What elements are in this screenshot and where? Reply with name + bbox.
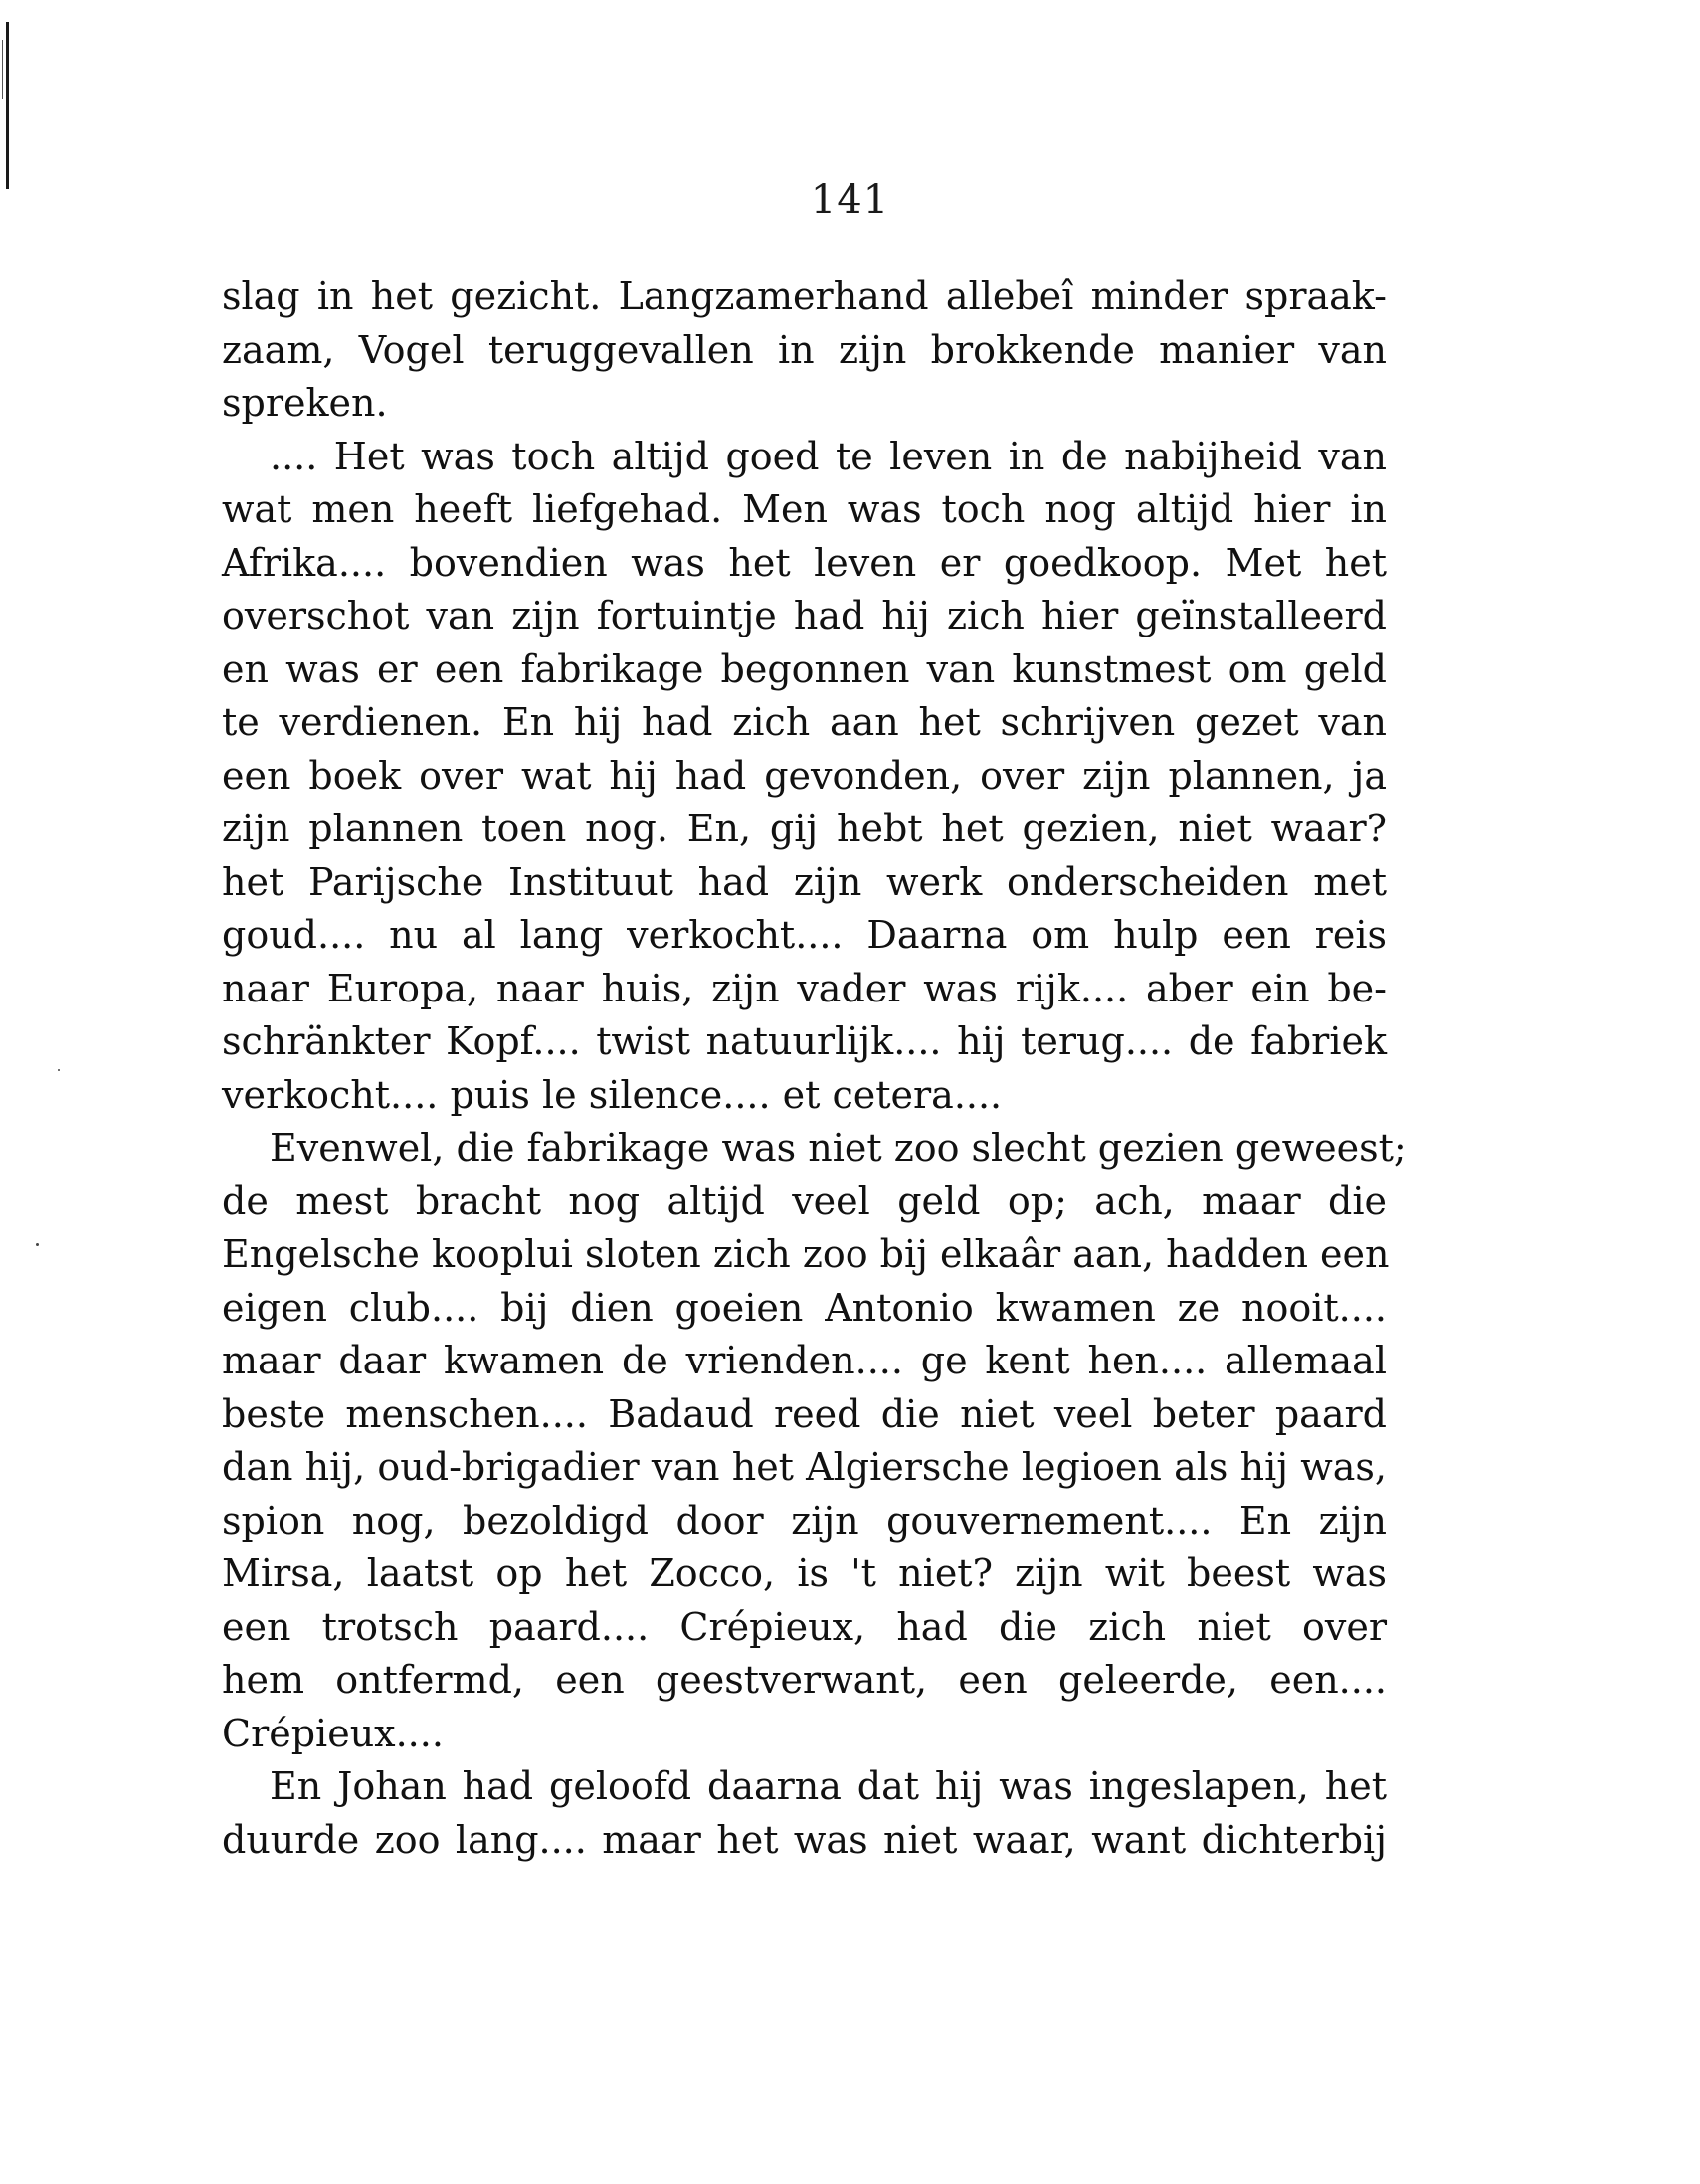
text-line: spion nog, bezoldigd door zijn gouvernement.... En zijn: [222, 1498, 1387, 1543]
body-text: [222, 271, 1407, 1867]
text-line: verkocht.... puis le silence.... et cetera....: [222, 1072, 1003, 1117]
text-line: een trotsch paard.... Crépieux, had die zich niet over: [222, 1604, 1387, 1649]
scan-speck: [36, 1243, 39, 1246]
text-line: naar Europa, naar huis, zijn vader was rijk.... aber ein be-: [222, 966, 1387, 1010]
text-line: en was er een fabrikage begonnen van kunstmest om geld: [222, 646, 1387, 691]
paragraph: [222, 271, 1387, 431]
scan-edge-mark-thin: [2, 40, 3, 99]
text-line: wat men heeft liefgehad. Men was toch nog altijd hier in: [222, 487, 1387, 531]
text-line: een boek over wat hij had gevonden, over zijn plannen, ja: [222, 753, 1387, 798]
page-number: 141: [810, 177, 890, 223]
text-line: Afrika.... bovendien was het leven er goedkoop. Met het: [222, 540, 1387, 585]
text-line: zijn plannen toen nog. En, gij hebt het gezien, niet waar?: [222, 807, 1387, 850]
text-line: .... Het was toch altijd goed te leven in de nabijheid van: [270, 434, 1387, 478]
text-line: Evenwel, die fabrikage was niet zoo slecht gezien geweest;: [270, 1126, 1407, 1170]
text-line: Crépieux....: [222, 1711, 444, 1755]
text-line: Mirsa, laatst op het Zocco, is 't niet? zijn wit beest was: [222, 1551, 1387, 1595]
text-line: En Johan had geloofd daarna dat hij was ingeslapen, het: [270, 1764, 1387, 1808]
text-line: overschot van zijn fortuintje had hij zich hier geïnstalleerd: [222, 594, 1387, 637]
paragraph: [222, 1760, 1387, 1867]
text-line: slag in het gezicht. Langzamerhand allebeî minder spraak-: [222, 274, 1387, 318]
scan-speck: [58, 1069, 60, 1071]
text-line: schränkter Kopf.... twist natuurlijk.... hij terug.... de fabriek: [222, 1019, 1387, 1063]
paragraph: [222, 1122, 1407, 1760]
text-line: beste menschen.... Badaud reed die niet veel beter paard: [222, 1391, 1387, 1436]
text-line: eigen club.... bij dien goeien Antonio kwamen ze nooit....: [222, 1285, 1387, 1330]
text-line: duurde zoo lang.... maar het was niet waar, want dichterbij: [222, 1817, 1387, 1862]
text-line: het Parijsche Instituut had zijn werk onderscheiden met: [222, 859, 1387, 904]
text-line: dan hij, oud-brigadier van het Algiersche legioen als hij was,: [222, 1445, 1387, 1489]
text-line: te verdienen. En hij had zich aan het schrijven gezet van: [222, 700, 1387, 744]
scan-edge-mark: [6, 22, 9, 189]
text-line: maar daar kwamen de vrienden.... ge kent hen.... allemaal: [222, 1339, 1387, 1382]
paragraph: [222, 431, 1387, 1123]
text-line: hem ontfermd, een geestverwant, een geleerde, een....: [222, 1658, 1387, 1702]
text-line: de mest bracht nog altijd veel geld op; ach, maar die: [222, 1179, 1387, 1223]
text-line: goud.... nu al lang verkocht.... Daarna om hulp een reis: [222, 913, 1387, 957]
text-line: spreken.: [222, 381, 388, 425]
text-line: zaam, Vogel teruggevallen in zijn brokkende manier van: [222, 327, 1387, 372]
text-line: Engelsche kooplui sloten zich zoo bij elkaâr aan, hadden een: [222, 1232, 1390, 1276]
